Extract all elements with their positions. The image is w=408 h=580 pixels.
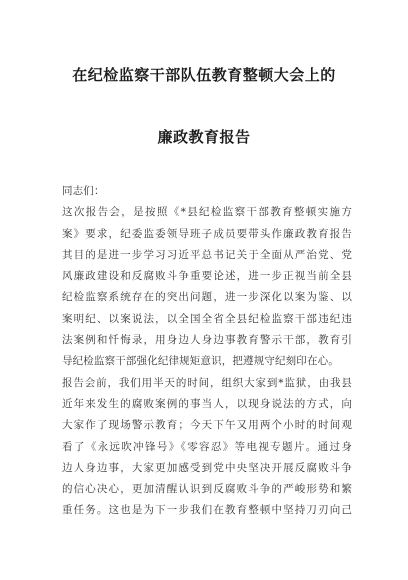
document-title-line-2: 廉政教育报告 (157, 128, 251, 146)
paragraph-line: 近年来发生的腐败案例的事当人，以现身说法的方式，向 (62, 397, 352, 410)
document-body (62, 181, 352, 522)
paragraph-line: 导纪检监察干部强化纪律规矩意识，把遵规守纪刻印在心。 (62, 355, 339, 368)
paragraph-line: 其目的是进一步学习习近平总书记关于全面从严治党、党 (62, 248, 352, 261)
paragraph-line: 案明纪、以案说法，以全国全省全县纪检监察干部违纪违 (62, 312, 352, 325)
document-title-line-1: 在纪检监察干部队伍教育整顿大会上的 (72, 66, 336, 84)
salutation: 同志们： (62, 185, 105, 197)
paragraph-line: 看了《永远吹冲锋号》《零容忍》等电视专题片。通过身 (62, 440, 352, 453)
paragraph-line: 纪检监察系统存在的突出问题，进一步深化以案为鉴、以 (62, 291, 352, 304)
paragraph-line: 法案例和忏悔录，用身边人身边事教育警示干部，教育引 (62, 334, 352, 347)
paragraph-line: 大家作了现场警示教育；今天下午又用两个小时的时间观 (62, 419, 352, 432)
paragraph-line: 边人身边事，大家更加感受到党中央坚决开展反腐败斗争 (62, 461, 352, 474)
paragraph-line: 这次报告会，是按照《*县纪检监察干部教育整顿实施方 (62, 206, 352, 219)
paragraph-line: 重任务。这也是为下一步我们在教育整顿中坚持刀刃向己 (62, 504, 352, 517)
paragraph-line: 的信心决心，更加清醒认识到反腐败斗争的严峻形势和繁 (62, 483, 352, 496)
paragraph-line: 风廉政建设和反腐败斗争重要论述，进一步正视当前全县 (62, 270, 352, 283)
paragraph-line: 报告会前，我们用半天的时间，组织大家到*监狱，由我县 (62, 376, 352, 389)
paragraph-line: 案》要求，纪委监委领导班子成员要带头作廉政教育报告 (62, 227, 352, 240)
